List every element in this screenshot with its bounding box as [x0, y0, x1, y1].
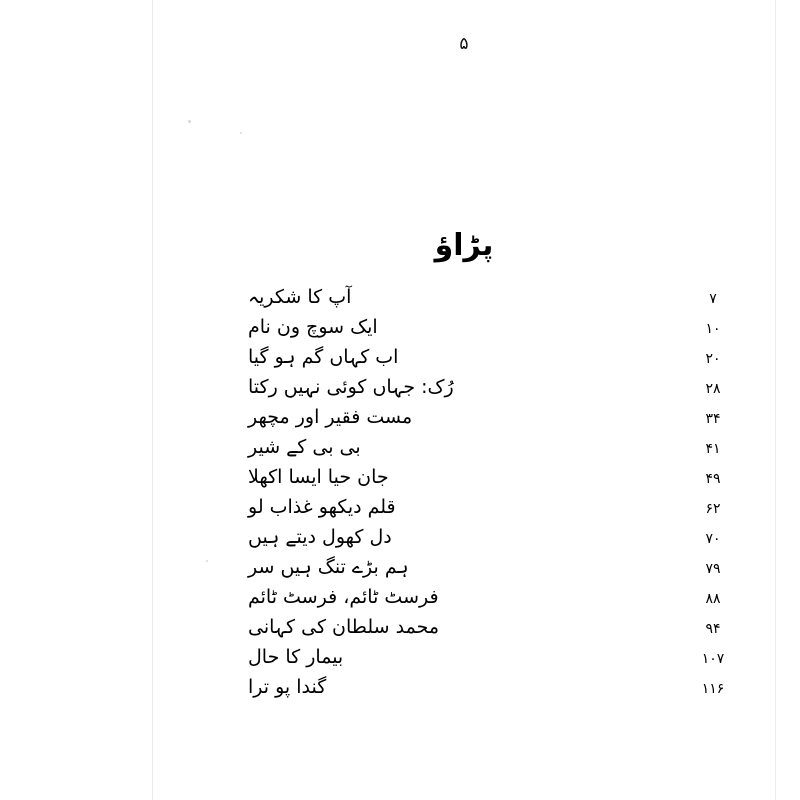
- list-item: [152, 406, 776, 436]
- page-title: پڑاؤ: [434, 228, 494, 263]
- toc-entry-title: جان حیا ایسا اکھلا: [248, 466, 389, 488]
- page-number: ۵: [459, 34, 469, 54]
- toc-entry-title: محمد سلطان کی کہانی: [248, 616, 440, 638]
- page-content: [152, 0, 776, 800]
- toc-entry-page: ۷۹: [705, 561, 721, 577]
- toc-entry-title: دل کھول دیتے ہیں: [248, 526, 392, 548]
- list-item: [152, 436, 776, 466]
- toc-entry-page: ۲۰: [705, 351, 721, 367]
- toc-entry-page: ۴۱: [705, 441, 721, 457]
- list-item: [152, 676, 776, 706]
- toc-entry-page: ۹۴: [705, 621, 721, 637]
- page-left-margin: [0, 0, 153, 800]
- toc-entry-page: ۲۸: [705, 381, 721, 397]
- toc-entry-page: ۱۰۷: [701, 651, 725, 667]
- toc-entry-page: ۷۰: [705, 531, 721, 547]
- list-item: [152, 376, 776, 406]
- toc-entry-title: ایک سوچ ون نام: [248, 316, 378, 338]
- toc-entry-title: رُک: جہاں کوئی نہیں رکتا: [248, 376, 454, 398]
- toc-entry-title: گندا پو ترا: [248, 676, 327, 698]
- list-item: [152, 526, 776, 556]
- toc-entry-title: بی بی کے شیر: [248, 436, 361, 458]
- list-item: [152, 496, 776, 526]
- list-item: [152, 466, 776, 496]
- list-item: [152, 646, 776, 676]
- list-item: [152, 586, 776, 616]
- toc-entry-page: ۱۰: [705, 321, 721, 337]
- page-right-margin: [775, 0, 800, 800]
- toc-entry-page: ۴۹: [705, 471, 721, 487]
- toc-entry-title: آپ کا شکریہ: [248, 286, 352, 308]
- table-of-contents: [152, 286, 776, 706]
- toc-entry-title: مست فقیر اور مچھر: [248, 406, 413, 428]
- toc-entry-title: بیمار کا حال: [248, 646, 344, 668]
- toc-entry-page: ۱۱۶: [701, 681, 725, 697]
- toc-entry-page: ۸۸: [705, 591, 721, 607]
- toc-entry-title: قلم دیکھو غذاب لو: [248, 496, 396, 518]
- toc-entry-page: ۷: [709, 291, 717, 307]
- toc-entry-title: فرسٹ ٹائم، فرسٹ ٹائم: [248, 586, 439, 608]
- list-item: [152, 316, 776, 346]
- list-item: [152, 346, 776, 376]
- list-item: [152, 286, 776, 316]
- toc-entry-title: ہم بڑے تنگ ہیں سر: [248, 556, 409, 578]
- toc-entry-title: اب کہاں گم ہو گیا: [248, 346, 399, 368]
- list-item: [152, 556, 776, 586]
- toc-entry-page: ۳۴: [705, 411, 721, 427]
- toc-entry-page: ۶۲: [705, 501, 721, 517]
- list-item: [152, 616, 776, 646]
